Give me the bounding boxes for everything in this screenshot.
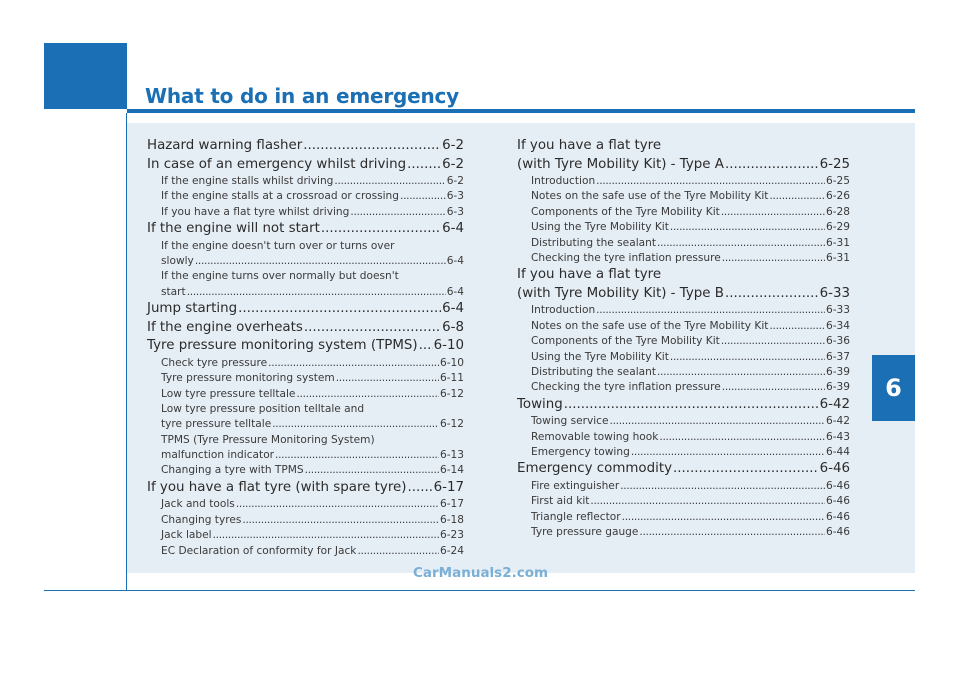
toc-subsection-entry[interactable] <box>517 220 850 235</box>
toc-subsection-entry[interactable] <box>517 174 850 189</box>
toc-page-number: 6-46 <box>825 495 850 508</box>
toc-dot-leader <box>187 285 446 300</box>
toc-page-number: 6-36 <box>825 335 850 348</box>
chapter-header-block <box>44 43 127 109</box>
toc-page-number: 6-8 <box>442 319 464 335</box>
toc-subsection-entry[interactable] <box>517 303 850 318</box>
toc-subsection-entry[interactable] <box>517 189 850 204</box>
toc-entry-title: Jack and tools <box>161 498 235 511</box>
toc-entry-title-line: If you have a flat tyre <box>517 138 662 153</box>
toc-entry-title: Jack label <box>161 529 212 542</box>
toc-dot-leader <box>408 479 433 498</box>
toc-left-column <box>147 137 464 559</box>
toc-dot-leader <box>272 417 439 432</box>
toc-entry-title: Low tyre pressure telltale <box>161 387 296 400</box>
toc-dot-leader <box>590 494 825 509</box>
toc-subsection-entry[interactable] <box>517 525 850 540</box>
toc-page-number: 6-2 <box>442 156 464 172</box>
toc-page-number: 6-42 <box>825 415 850 428</box>
toc-page-number: 6-34 <box>825 319 850 332</box>
toc-entry-title: Emergency commodity <box>517 461 673 477</box>
toc-page-number: 6-37 <box>825 350 850 363</box>
toc-entry-title: Checking the tyre inflation pressure <box>531 381 721 394</box>
toc-entry-title: Check tyre pressure <box>161 356 268 369</box>
toc-entry-title: Tyre pressure gauge <box>531 526 639 539</box>
toc-page-number: 6-25 <box>825 175 850 187</box>
toc-dot-leader <box>419 337 433 356</box>
toc-section-entry[interactable] <box>517 285 850 304</box>
toc-page-number: 6-3 <box>446 205 464 218</box>
toc-page-number: 6-4 <box>446 255 464 268</box>
toc-subsection-entry[interactable] <box>147 448 464 463</box>
toc-page-number: 6-25 <box>819 156 850 172</box>
toc-dot-leader <box>400 189 446 204</box>
toc-page-number: 6-18 <box>439 513 464 526</box>
toc-dot-leader <box>769 189 824 204</box>
watermark: CarManuals2.com <box>413 565 549 581</box>
toc-dot-leader <box>722 251 825 266</box>
toc-entry-title: Towing <box>517 396 563 412</box>
toc-subsection-entry[interactable] <box>147 189 464 204</box>
toc-page-number: 6-28 <box>825 205 850 218</box>
toc-page-number: 6-4 <box>442 301 464 317</box>
toc-page-number: 6-11 <box>439 372 464 385</box>
toc-dot-leader <box>725 156 819 175</box>
toc-entry-title: Checking the tyre inflation pressure <box>531 251 721 264</box>
toc-section-entry[interactable] <box>147 137 464 156</box>
toc-subsection-entry[interactable] <box>517 430 850 445</box>
toc-dot-leader <box>721 334 825 349</box>
toc-page-number: 6-13 <box>439 449 464 462</box>
toc-subsection-entry[interactable] <box>517 479 850 494</box>
toc-page-number: 6-29 <box>825 221 850 234</box>
toc-page-number: 6-44 <box>825 445 850 458</box>
toc-dot-leader <box>639 525 825 540</box>
toc-dot-leader <box>659 430 825 445</box>
toc-entry-title: Introduction <box>531 304 596 317</box>
toc-subsection-entry[interactable] <box>517 236 850 251</box>
toc-entry-title-line: If the engine turns over normally but doesn't <box>161 270 399 283</box>
toc-section-entry[interactable] <box>147 479 464 498</box>
toc-dot-leader <box>670 350 825 365</box>
toc-dot-leader <box>722 380 825 395</box>
toc-subsection-entry[interactable] <box>147 356 464 371</box>
toc-dot-leader <box>596 303 825 318</box>
toc-right-column <box>517 137 850 540</box>
toc-entry-title: Using the Tyre Mobility Kit <box>531 350 669 363</box>
toc-dot-leader <box>721 205 825 220</box>
toc-entry-title: Notes on the safe use of the Tyre Mobility Kit <box>531 319 769 332</box>
toc-entry-title: Changing tyres <box>161 513 242 526</box>
toc-dot-leader <box>303 137 441 156</box>
toc-dot-leader <box>564 396 819 415</box>
toc-entry-title: Triangle reflector <box>531 510 621 523</box>
toc-page-number: 6-17 <box>433 479 464 495</box>
toc-page-number: 6-31 <box>825 251 850 264</box>
toc-subsection-entry[interactable] <box>517 350 850 365</box>
toc-dot-leader <box>357 544 439 559</box>
toc-dot-leader <box>596 174 825 189</box>
bottom-rule <box>44 590 915 591</box>
toc-subsection-entry[interactable] <box>517 319 850 334</box>
toc-section-entry[interactable] <box>147 300 464 319</box>
toc-dot-leader <box>334 174 445 189</box>
toc-entry-title: Components of the Tyre Mobility Kit <box>531 335 720 348</box>
toc-dot-leader <box>350 205 445 220</box>
toc-entry-title: Changing a tyre with TPMS <box>161 464 304 477</box>
toc-entry-title: If you have a flat tyre (with spare tyre) <box>147 479 407 495</box>
toc-subsection-entry[interactable] <box>147 205 464 220</box>
toc-page-number: 6-43 <box>825 430 850 443</box>
toc-dot-leader <box>213 528 439 543</box>
toc-section-entry[interactable] <box>147 220 464 239</box>
toc-entry-title: In case of an emergency whilst driving <box>147 156 407 172</box>
toc-page-number: 6-42 <box>819 396 850 412</box>
toc-entry-title: If the engine overheats <box>147 319 303 335</box>
toc-subsection-entry[interactable] <box>517 414 850 429</box>
toc-dot-leader <box>242 513 439 528</box>
toc-dot-leader <box>620 479 825 494</box>
title-underline <box>127 109 915 113</box>
toc-section-entry[interactable] <box>517 156 850 175</box>
toc-entry-title: Hazard warning flasher <box>147 138 303 153</box>
toc-page-number: 6-4 <box>446 285 464 298</box>
toc-subsection-entry[interactable] <box>147 371 464 386</box>
toc-page-number: 6-3 <box>446 190 464 203</box>
toc-entry-title: Distributing the sealant <box>531 236 656 249</box>
toc-dot-leader <box>268 356 439 371</box>
toc-subsection-entry[interactable] <box>517 251 850 266</box>
toc-subsection-entry[interactable] <box>517 365 850 380</box>
toc-entry-title: Introduction <box>531 175 596 187</box>
toc-dot-leader <box>336 371 439 386</box>
toc-entry-title: If you have a flat tyre whilst driving <box>161 205 350 218</box>
toc-page-number: 6-23 <box>439 529 464 542</box>
toc-entry-title: Emergency towing <box>531 445 630 458</box>
toc-entry-title: (with Tyre Mobility Kit) - Type B <box>517 285 724 301</box>
toc-page-number: 6-33 <box>825 304 850 317</box>
toc-dot-leader <box>304 319 441 338</box>
toc-section-entry[interactable] <box>517 460 850 479</box>
toc-page-number: 6-4 <box>442 221 464 237</box>
toc-subsection-entry[interactable] <box>147 463 464 478</box>
toc-subsection-entry[interactable] <box>147 174 464 189</box>
toc-section-entry[interactable] <box>147 337 464 356</box>
toc-page-number: 6-24 <box>439 544 464 557</box>
toc-dot-leader <box>631 445 825 460</box>
toc-subsection-entry[interactable] <box>517 205 850 220</box>
toc-page-number: 6-33 <box>819 285 850 301</box>
toc-subsection-entry[interactable] <box>517 445 850 460</box>
toc-subsection-entry[interactable] <box>517 334 850 349</box>
toc-entry-title: Notes on the safe use of the Tyre Mobility Kit <box>531 190 769 203</box>
toc-entry-title: First aid kit <box>531 495 590 508</box>
toc-dot-leader <box>321 220 441 239</box>
chapter-tab[interactable]: 6 <box>872 355 915 421</box>
toc-dot-leader <box>275 448 439 463</box>
toc-page-number: 6-10 <box>433 338 464 354</box>
toc-dot-leader <box>769 319 824 334</box>
toc-page-number: 6-26 <box>825 190 850 203</box>
toc-dot-leader <box>236 497 439 512</box>
toc-dot-leader <box>670 220 825 235</box>
toc-entry-title-line: If you have a flat tyre <box>517 267 662 283</box>
toc-entry-title: slowly <box>161 255 194 268</box>
toc-entry-title-line: Low tyre pressure position telltale and <box>161 402 365 415</box>
toc-page-number: 6-2 <box>442 138 464 153</box>
toc-entry-title: If the engine stalls whilst driving <box>161 175 334 187</box>
toc-subsection-entry[interactable] <box>147 285 464 300</box>
toc-page-number: 6-12 <box>439 387 464 400</box>
toc-entry-title-line: TPMS (Tyre Pressure Monitoring System) <box>161 433 375 446</box>
toc-page-number: 6-46 <box>825 510 850 523</box>
toc-section-entry[interactable] <box>517 396 850 415</box>
toc-dot-leader <box>238 300 441 319</box>
toc-subsection-entry[interactable] <box>147 544 464 559</box>
toc-dot-leader <box>610 414 825 429</box>
toc-entry-title: Removable towing hook <box>531 430 659 443</box>
toc-entry-title: Components of the Tyre Mobility Kit <box>531 205 720 218</box>
toc-page-number: 6-31 <box>825 236 850 249</box>
toc-page-number: 6-10 <box>439 356 464 369</box>
toc-subsection-entry[interactable] <box>147 497 464 512</box>
toc-entry-title: Using the Tyre Mobility Kit <box>531 221 669 234</box>
toc-entry-title: start <box>161 285 186 298</box>
toc-page-number: 6-17 <box>439 498 464 511</box>
toc-entry-title: Tyre pressure monitoring system (TPMS) <box>147 338 418 354</box>
toc-dot-leader <box>407 156 441 175</box>
toc-entry-title-line: If the engine doesn't turn over or turns over <box>161 239 395 252</box>
toc-page-number: 6-39 <box>825 381 850 394</box>
toc-entry-title: Towing service <box>531 415 609 428</box>
toc-dot-leader <box>673 460 819 479</box>
toc-subsection-entry[interactable] <box>517 494 850 509</box>
toc-entry-title: If the engine will not start <box>147 221 320 237</box>
toc-page-number: 6-14 <box>439 464 464 477</box>
toc-entry-title: (with Tyre Mobility Kit) - Type A <box>517 156 724 172</box>
toc-entry-title: Tyre pressure monitoring system <box>161 372 335 385</box>
toc-subsection-entry[interactable] <box>147 387 464 402</box>
toc-section-entry[interactable] <box>147 156 464 175</box>
toc-entry-title: Fire extinguisher <box>531 479 620 492</box>
toc-dot-leader <box>622 510 825 525</box>
toc-page-number: 6-46 <box>825 479 850 492</box>
toc-entry-title: tyre pressure telltale <box>161 418 272 431</box>
page-title: What to do in an emergency <box>145 84 459 108</box>
toc-section-entry[interactable] <box>147 319 464 338</box>
toc-page-number: 6-46 <box>819 461 850 477</box>
toc-entry-title: EC Declaration of conformity for Jack <box>161 544 357 557</box>
toc-dot-leader <box>305 463 439 478</box>
toc-entry-title: If the engine stalls at a crossroad or crossing <box>161 190 399 203</box>
toc-subsection-entry[interactable] <box>517 510 850 525</box>
toc-dot-leader <box>296 387 439 402</box>
toc-dot-leader <box>657 365 825 380</box>
toc-page-number: 6-12 <box>439 418 464 431</box>
toc-entry-title: Distributing the sealant <box>531 365 656 378</box>
toc-entry-title: Jump starting <box>147 301 238 317</box>
toc-page-number: 6-46 <box>825 526 850 539</box>
toc-subsection-entry[interactable] <box>147 528 464 543</box>
toc-subsection-entry[interactable] <box>147 417 464 432</box>
toc-page-number: 6-2 <box>446 175 464 187</box>
toc-dot-leader <box>657 236 825 251</box>
toc-subsection-entry[interactable] <box>147 513 464 528</box>
toc-dot-leader <box>725 285 819 304</box>
toc-subsection-entry[interactable] <box>147 254 464 269</box>
toc-dot-leader <box>195 254 446 269</box>
toc-subsection-entry[interactable] <box>517 380 850 395</box>
toc-entry-title: malfunction indicator <box>161 449 275 462</box>
toc-page-number: 6-39 <box>825 365 850 378</box>
